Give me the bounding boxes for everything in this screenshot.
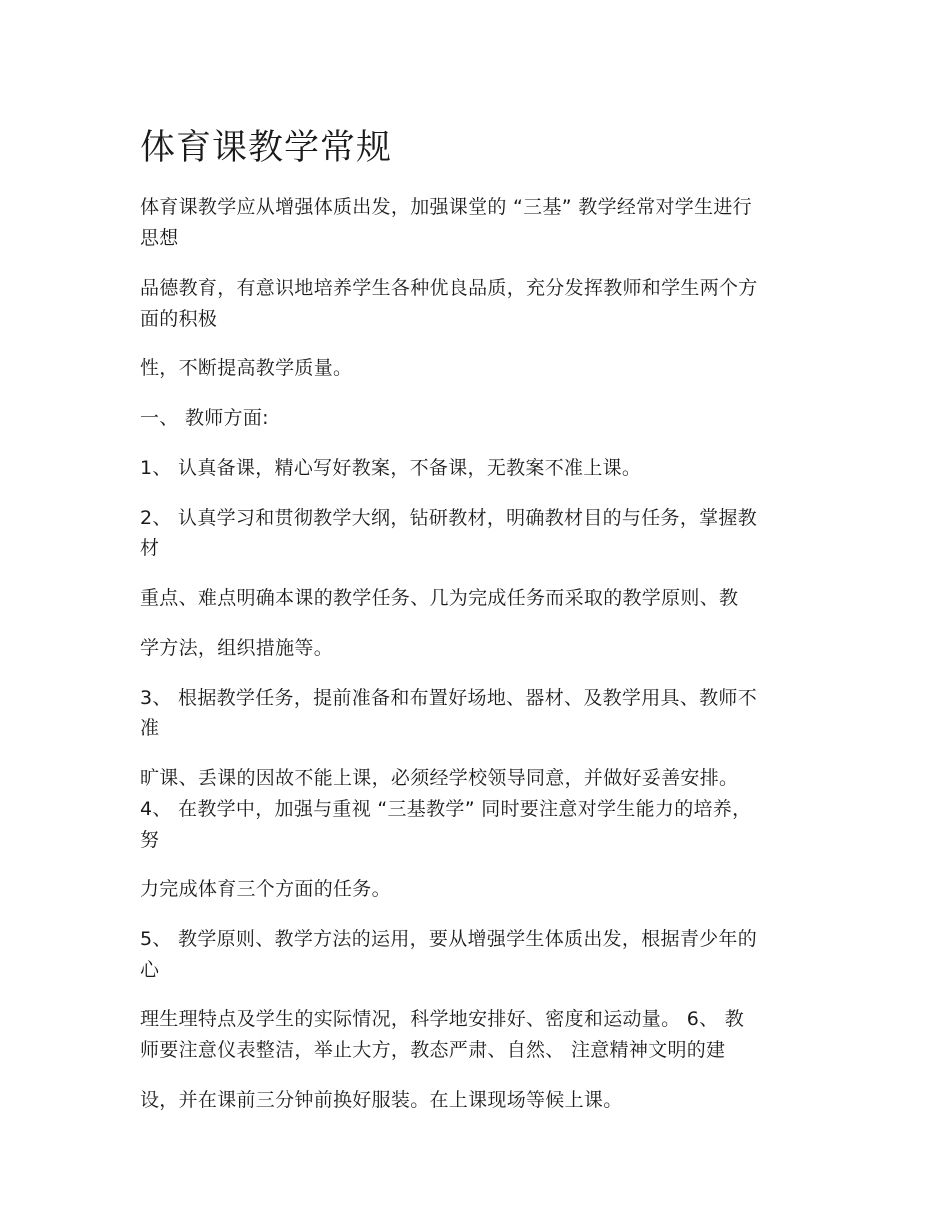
text-line: 面的积极: [140, 308, 218, 330]
text-line: 心: [140, 959, 160, 981]
text-line: 品德教育，有意识地培养学生各种优良品质，充分发挥教师和学生两个方: [140, 277, 758, 299]
text-line: 5、 教学原则、教学方法的运用，要从增强学生体质出发，根据青少年的: [140, 928, 758, 950]
text-line: 努: [140, 829, 160, 851]
text-line: 师要注意仪表整洁，举止大方，教态严肃、自然、 注意精神文明的建: [140, 1039, 726, 1061]
text-line: 力完成体育三个方面的任务。: [140, 878, 391, 900]
text-line: 旷课、丢课的因故不能上课，必须经学校领导同意，并做好妥善安排。: [140, 767, 739, 789]
text-line: 2、 认真学习和贯彻教学大纲，钻研教材，明确教材目的与任务，掌握教: [140, 507, 758, 529]
text-line: 重点、难点明确本课的教学任务、几为完成任务而采取的教学原则、教: [140, 587, 739, 609]
text-line: 体育课教学应从增强体质出发，加强课堂的 “三基” 教学经常对学生进行: [140, 196, 752, 218]
document-title: 体育课教学常规: [140, 128, 393, 168]
text-line: 性，不断提高教学质量。: [140, 357, 353, 379]
text-line: 1、 认真备课，精心写好教案，不备课，无教案不准上课。: [140, 457, 642, 479]
text-line: 设，并在课前三分钟前换好服装。在上课现场等候上课。: [140, 1089, 623, 1111]
text-line: 4、 在教学中，加强与重视 “三基教学” 同时要注意对学生能力的培养，: [140, 798, 752, 820]
text-line: 思想: [140, 227, 179, 249]
text-line: 材: [140, 537, 160, 559]
text-line: 学方法，组织措施等。: [140, 637, 334, 659]
text-line: 3、 根据教学任务，提前准备和布置好场地、器材、及教学用具、教师不: [140, 687, 758, 709]
section-heading: 一、 教师方面:: [140, 407, 269, 429]
text-line: 准: [140, 717, 160, 739]
text-line: 理生理特点及学生的实际情况，科学地安排好、密度和运动量。 6、 教: [140, 1008, 745, 1030]
